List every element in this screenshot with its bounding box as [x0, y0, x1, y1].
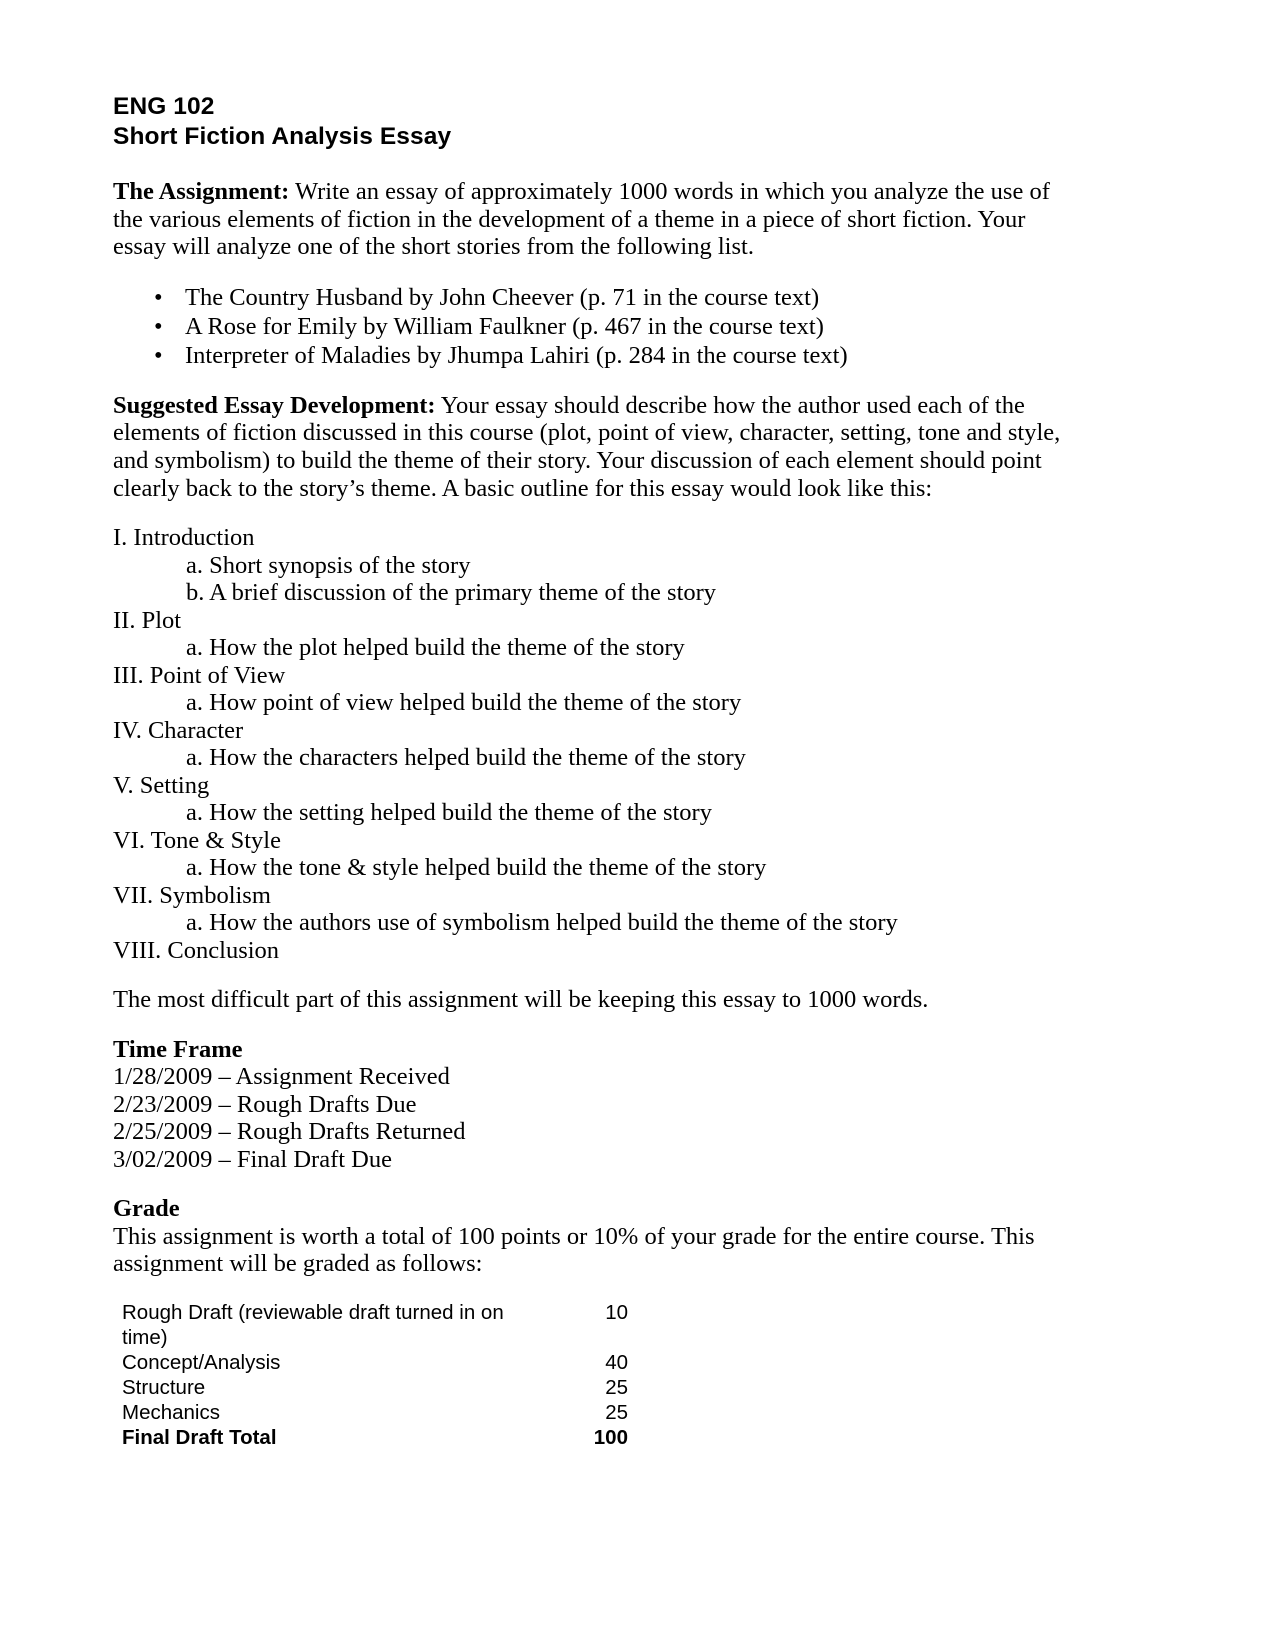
outline-item: a. How the characters helped build the theme of the story — [186, 744, 746, 772]
grade-paragraph: This assignment is worth a total of 100 points or 10% of your grade for the entire course. This assignment will be graded as follows: — [113, 1222, 1035, 1278]
grade-item-label: Concept/Analysis — [122, 1350, 281, 1374]
course-code: ENG 102 — [113, 93, 215, 120]
grade-item-points: 10 — [605, 1300, 628, 1324]
time-frame-heading: Time Frame — [113, 1035, 243, 1063]
spacer — [113, 1173, 1073, 1195]
table-row — [122, 1375, 642, 1400]
grading-table — [122, 1300, 642, 1450]
grade-total-points: 100 — [593, 1425, 628, 1449]
outline-item: a. How the plot helped build the theme of the story — [186, 634, 685, 662]
spacer — [113, 502, 1073, 524]
outline-item: VII. Symbolism — [113, 881, 271, 909]
outline-item: VIII. Conclusion — [113, 936, 280, 964]
assignment-label: The Assignment: — [113, 178, 290, 205]
outline-item: a. How the authors use of symbolism helped build the theme of the story — [186, 909, 898, 937]
grade-item-points: 25 — [605, 1375, 628, 1399]
grade-item-label: Mechanics — [122, 1400, 220, 1424]
assignment-paragraph — [113, 178, 1068, 261]
time-frame-list — [113, 1063, 1073, 1173]
spacer — [113, 152, 1073, 178]
table-row — [122, 1350, 642, 1375]
bullet-icon: • — [154, 283, 163, 311]
grade-total-label: Final Draft Total — [122, 1425, 277, 1449]
outline-item: a. How the tone & style helped build the theme of the story — [186, 854, 767, 882]
spacer — [113, 964, 1073, 986]
assignment-text: Write an essay of approximately 1000 words in which you analyze the use of the various elements of fiction in the development of a theme in a piece of short fiction. Your essay will analyze one of the short stories from the following list. — [113, 178, 1050, 261]
outline-item: IV. Character — [113, 716, 244, 744]
difficulty-note: The most difficult part of this assignment will be keeping this essay to 1000 words. — [113, 986, 929, 1014]
outline-item: b. A brief discussion of the primary theme of the story — [186, 579, 717, 607]
outline-item: a. How the setting helped build the theme of the story — [186, 799, 712, 827]
grade-heading: Grade — [113, 1195, 180, 1223]
essay-outline — [113, 524, 1073, 964]
outline-item: a. Short synopsis of the story — [186, 551, 471, 579]
time-frame-entry: 2/25/2009 – Rough Drafts Returned — [113, 1118, 466, 1146]
development-label: Suggested Essay Development: — [113, 391, 436, 419]
list-item — [113, 312, 1073, 341]
page-title — [113, 92, 1073, 152]
outline-item: III. Point of View — [113, 661, 286, 689]
list-item — [113, 341, 1073, 370]
outline-item: II. Plot — [113, 606, 182, 634]
outline-item: a. How point of view helped build the theme of the story — [186, 689, 742, 717]
story-list — [113, 283, 1073, 370]
bullet-icon: • — [154, 312, 163, 340]
table-row — [122, 1300, 642, 1350]
bullet-icon: • — [154, 341, 163, 369]
outline-item: I. Introduction — [113, 524, 255, 552]
table-row-total — [122, 1425, 642, 1450]
list-item-label: A Rose for Emily by William Faulkner (p. 467 in the course text) — [185, 312, 824, 340]
spacer — [113, 1278, 1073, 1300]
list-item — [113, 283, 1073, 312]
document-body — [113, 92, 1073, 1450]
spacer — [113, 1014, 1073, 1036]
grade-item-label: Structure — [122, 1375, 206, 1399]
outline-item: V. Setting — [113, 771, 210, 799]
assignment-title: Short Fiction Analysis Essay — [113, 123, 452, 150]
list-item-label: Interpreter of Maladies by Jhumpa Lahiri (p. 284 in the course text) — [185, 341, 848, 369]
spacer — [113, 370, 1073, 392]
table-row — [122, 1400, 642, 1425]
grade-item-points: 40 — [605, 1350, 628, 1374]
time-frame-entry: 3/02/2009 – Final Draft Due — [113, 1145, 392, 1173]
outline-item: VI. Tone & Style — [113, 826, 281, 854]
development-paragraph — [113, 392, 1068, 502]
development-text: Your essay should describe how the author used each of the elements of fiction discussed in this course (plot, point of view, character, setting, tone and style, and symbolism) to build the theme of their story. Your discussion of each element should point clearly back to the story’s theme. A basic outline for this essay would look like this: — [113, 391, 1061, 502]
list-item-label: The Country Husband by John Cheever (p. 71 in the course text) — [185, 283, 820, 311]
spacer — [113, 261, 1073, 283]
time-frame-entry: 1/28/2009 – Assignment Received — [113, 1063, 450, 1091]
time-frame-entry: 2/23/2009 – Rough Drafts Due — [113, 1090, 417, 1118]
grade-item-points: 25 — [605, 1400, 628, 1424]
grade-item-label: Rough Draft (reviewable draft turned in on time) — [122, 1300, 504, 1349]
